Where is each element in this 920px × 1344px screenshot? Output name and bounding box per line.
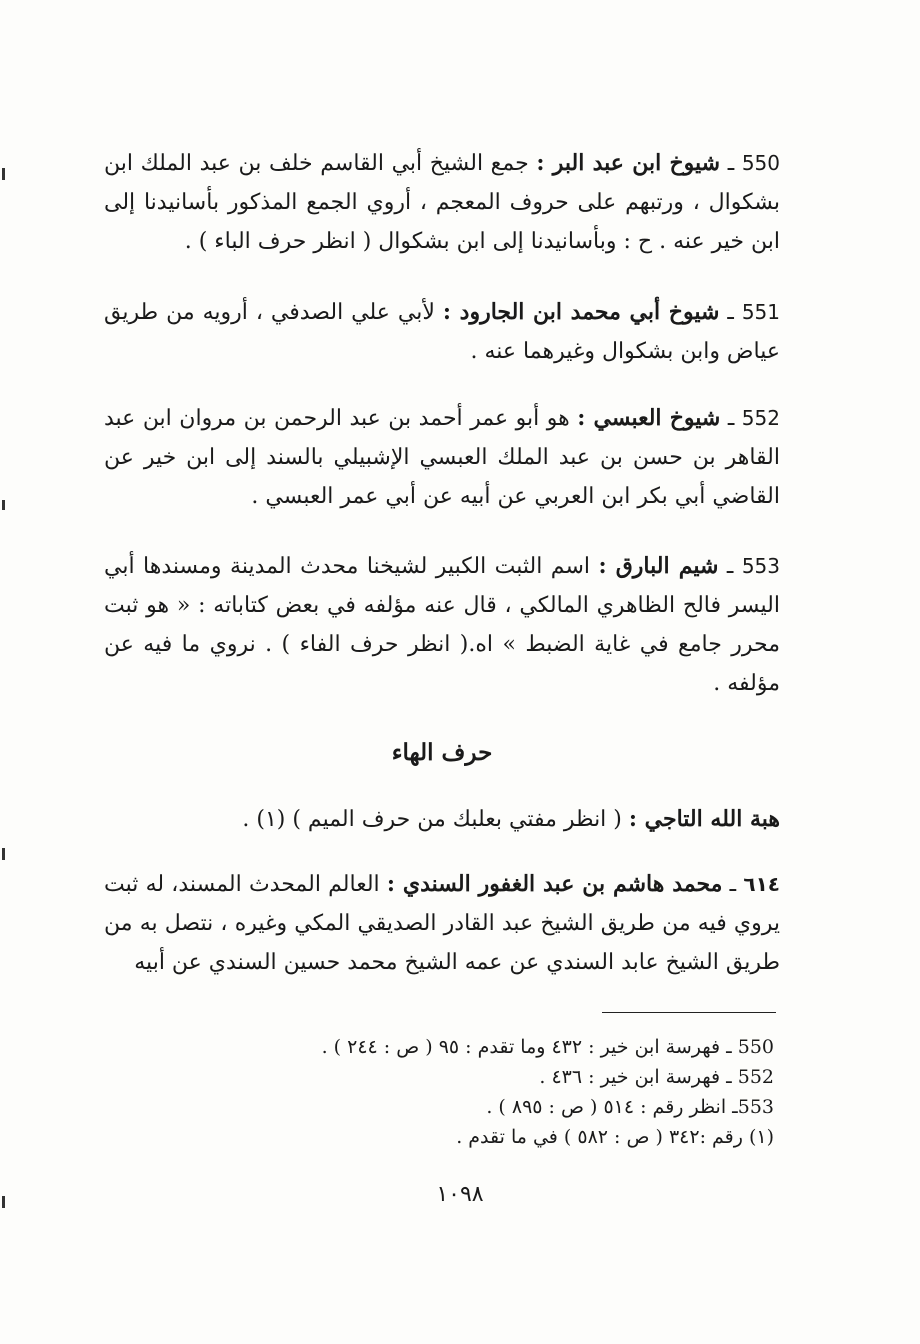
entry-body: جمع الشيخ أبي القاسم خلف بن عبد الملك ابن بشكوال ، ورتبهم على حروف المعجم ، أروي الجمع المذكور بأسانيدنا إلى ابن خير عنه . ح : وبأسانيدنا إلى ابن بشكوال ( انظر حرف الباء ) .	[104, 151, 780, 254]
entry-number: 552	[741, 406, 780, 430]
entry-body: هو أبو عمر أحمد بن عبد الرحمن بن مروان ابن عبد القاهر بن حسن بن عبد الملك العبسي الإشبيلي بالسند إلى ابن خير عن القاضي أبي بكر ابن العربي عن أبيه عن أبي عمر العبسي .	[104, 406, 780, 509]
scan-edge-mark	[2, 168, 5, 180]
entry-body: لأبي علي الصدفي ، أرويه من طريق عياض وابن بشكوال وغيرهما عنه .	[104, 300, 780, 364]
entry-number: ٦١٤	[743, 872, 780, 896]
footnote: 550 ـ فهرسة ابن خير : ٤٣٢ وما تقدم : ٩٥ ( ص : ٢٤٤ ) .	[321, 1036, 774, 1058]
section-heading: حرف الهاء	[391, 739, 493, 766]
footnotes	[150, 1032, 774, 1152]
entry-552: 552 ـ شيوخ العبسي : هو أبو عمر أحمد بن عبد الرحمن بن مروان ابن عبد القاهر بن حسن بن عبد الملك العبسي الإشبيلي بالسند إلى ابن خير عن القاضي أبي بكر ابن العربي عن أبيه عن أبي عمر العبسي .	[104, 405, 780, 509]
entry-550: 550 ـ شيوخ ابن عبد البر : جمع الشيخ أبي القاسم خلف بن عبد الملك ابن بشكوال ، ورتبهم على حروف المعجم ، أروي الجمع المذكور بأسانيدنا إلى ابن خير عنه . ح : وبأسانيدنا إلى ابن بشكوال ( انظر حرف الباء ) .	[104, 150, 780, 254]
entry-heading: شيوخ أبي محمد ابن الجارود :	[442, 299, 720, 325]
entry-body: ( انظر مفتي بعلبك من حرف الميم ) (١) .	[242, 807, 622, 832]
entry-551: 551 ـ شيوخ أبي محمد ابن الجارود : لأبي علي الصدفي ، أرويه من طريق عياض وابن بشكوال وغيرهما عنه .	[104, 299, 780, 364]
entry-number: 551	[741, 300, 780, 324]
entry-heading: شيوخ ابن عبد البر :	[536, 150, 721, 176]
entry-heading: شيوخ العبسي :	[577, 405, 721, 431]
page-number: ١٠٩٨	[436, 1182, 484, 1207]
entry-number: 553	[741, 554, 780, 578]
entry-body: العالم المحدث المسند، له ثبت يروي فيه من طريق الشيخ عبد القادر الصديقي المكي وغيره ، نتصل به من طريق الشيخ عابد السندي عن عمه الشيخ محمد حسين السندي عن أبيه	[104, 872, 780, 975]
entry-553: 553 ـ شيم البارق : اسم الثبت الكبير لشيخنا محدث المدينة ومسندها أبي اليسر فالح الظاهري المالكي ، قال عنه مؤلفه في بعض كتاباته : « هو ثبت محرر جامع في غاية الضبط » اه.( انظر حرف الفاء ) . نروي ما فيه عن مؤلفه .	[104, 553, 780, 696]
entry-number: 550	[741, 151, 780, 175]
entry-hiba	[104, 800, 780, 839]
entry-heading: شيم البارق :	[598, 553, 719, 579]
scan-edge-mark	[2, 848, 5, 860]
footnote-divider	[602, 1012, 776, 1013]
scan-edge-mark	[2, 500, 5, 510]
entry-heading: محمد هاشم بن عبد الغفور السندي :	[386, 871, 723, 897]
entry-body: اسم الثبت الكبير لشيخنا محدث المدينة ومسندها أبي اليسر فالح الظاهري المالكي ، قال عنه مؤلفه في بعض كتاباته : « هو ثبت محرر جامع في غاية الضبط » اه.( انظر حرف الفاء ) . نروي ما فيه عن مؤلفه .	[104, 554, 780, 696]
entry-heading: هبة الله التاجي :	[628, 806, 780, 832]
footnote: 552 ـ فهرسة ابن خير : ٤٣٦ .	[539, 1066, 774, 1088]
footnote: 553ـ انظر رقم : ٥١٤ ( ص : ٨٩٥ ) .	[486, 1096, 774, 1118]
footnote: (١) رقم :٣٤٢ ( ص : ٥٨٢ ) في ما تقدم .	[456, 1126, 774, 1148]
entry-614: ٦١٤ ـ محمد هاشم بن عبد الغفور السندي : العالم المحدث المسند، له ثبت يروي فيه من طريق الشيخ عبد القادر الصديقي المكي وغيره ، نتصل به من طريق الشيخ عابد السندي عن عمه الشيخ محمد حسين السندي عن أبيه	[104, 871, 780, 975]
